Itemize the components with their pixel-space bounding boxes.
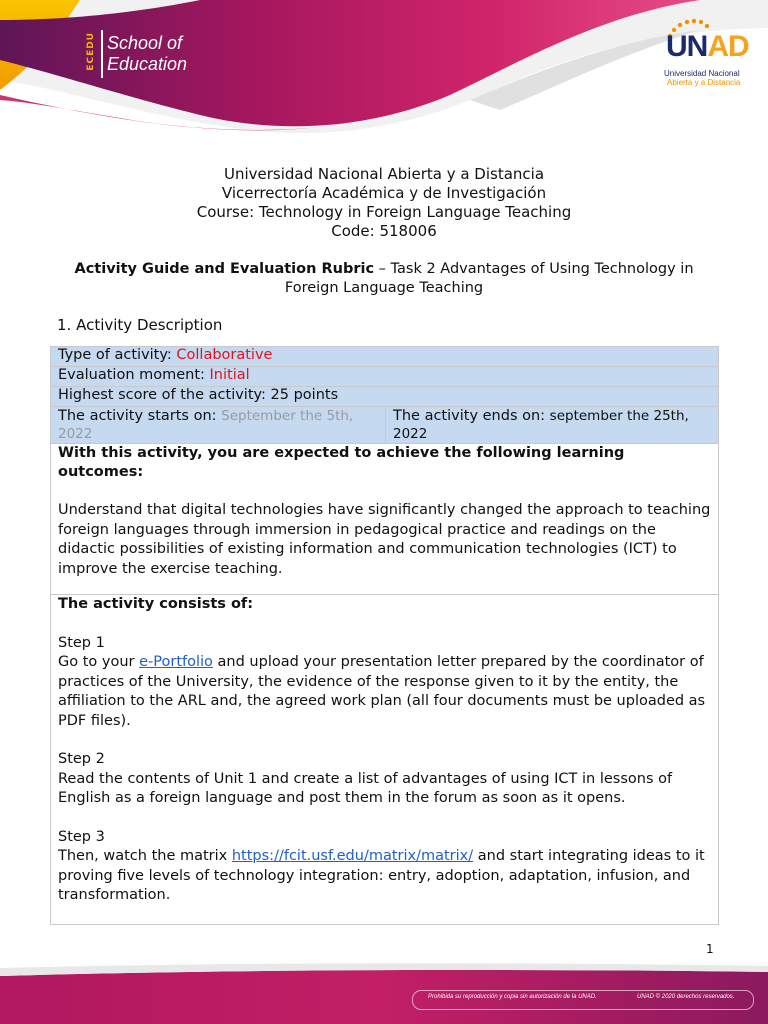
table-row-score	[51, 387, 719, 407]
page-number: 1	[706, 942, 714, 956]
eportfolio-link[interactable]: e-Portfolio	[139, 654, 213, 670]
score-text: Highest score of the activity: 25 points	[51, 387, 719, 407]
footer-notice-pill	[412, 990, 754, 1010]
heading-vicerrectoria: Vicerrectoría Académica y de Investigación	[221, 184, 547, 202]
footer-rights: UNAD © 2020 derechos reservados.	[637, 994, 735, 1000]
table-row-dates	[51, 407, 719, 444]
section-title: 1. Activity Description	[57, 316, 223, 334]
table-row-consists	[51, 595, 719, 925]
ends-label: The activity ends on:	[393, 408, 550, 424]
document-heading	[0, 165, 768, 241]
step3-pre: Then, watch the matrix	[58, 848, 232, 864]
heading-code: Code: 518006	[331, 222, 437, 240]
school-of-education-logo	[107, 33, 187, 75]
table-row-outcomes	[51, 444, 719, 595]
moment-value: Initial	[209, 367, 250, 383]
header-banner	[0, 0, 768, 150]
guide-title-rest: – Task 2 Advantages of Using Technology in Foreign Language Teaching	[284, 261, 694, 296]
unad-subtitle-1: Universidad Nacional	[664, 69, 740, 78]
step3-post: and start integrating ideas to it proving five levels of technology integration: entry, adoption, adaptation, infusion, and transformation.	[58, 848, 705, 903]
starts-label: The activity starts on:	[58, 408, 222, 424]
unad-logo-wordmark	[666, 30, 749, 64]
table-row-type	[51, 347, 719, 367]
heading-university: Universidad Nacional Abierta y a Distancia	[223, 165, 545, 183]
unad-subtitle-2: Abierta y a Distancia	[667, 78, 741, 87]
step2-text: Read the contents of Unit 1 and create a list of advantages of using ICT in lessons of English as a foreign language and post them in the forum as soon as it opens.	[58, 770, 673, 806]
guide-title	[50, 260, 718, 298]
consists-heading: The activity consists of:	[58, 596, 254, 612]
type-value: Collaborative	[176, 347, 273, 363]
step1-post: and upload your presentation letter prepared by the coordinator of practices of the University, the evidence of the response given to it by the entity, the affiliation to the ARL and, the agreed work plan (all four documents must be uploaded as PDF files).	[58, 654, 706, 729]
type-label: Type of activity:	[58, 347, 177, 363]
outcomes-text: Understand that digital technologies have significantly changed the approach to teaching foreign languages through immersion in pedagogical practice and readings on the didactic possibilities of existing information and communication technologies (ICT) to improve the exercise teaching.	[58, 502, 711, 577]
step1-title: Step 1	[58, 634, 105, 651]
school-logo-line1: School of	[107, 33, 183, 53]
step2-title: Step 2	[58, 751, 105, 767]
outcomes-heading: With this activity, you are expected to achieve the following learning outcomes:	[58, 445, 625, 480]
unad-logo-ad: AD	[707, 30, 749, 63]
unad-logo-un: UN	[666, 30, 708, 63]
table-row-moment	[51, 367, 719, 387]
starts-value: September the 5th, 2022	[58, 408, 354, 442]
ends-value: september the 25th, 2022	[393, 408, 689, 442]
footer-notice: Prohibida su reproducción y copia sin autorización de la UNAD.	[428, 994, 597, 1000]
activity-table	[50, 346, 719, 925]
school-logo-line2: Education	[107, 54, 188, 74]
heading-course: Course: Technology in Foreign Language Teaching	[196, 203, 572, 221]
moment-label: Evaluation moment:	[58, 367, 210, 383]
guide-title-bold: Activity Guide and Evaluation Rubric	[74, 261, 375, 277]
step3-text	[58, 847, 711, 906]
step1-text	[58, 653, 711, 731]
step1-pre: Go to your	[58, 654, 140, 670]
step3-title: Step 3	[58, 828, 105, 845]
matrix-link[interactable]: https://fcit.usf.edu/matrix/matrix/	[231, 848, 474, 864]
logo-divider	[101, 30, 103, 78]
ecedu-label: ECEDU	[86, 32, 96, 71]
